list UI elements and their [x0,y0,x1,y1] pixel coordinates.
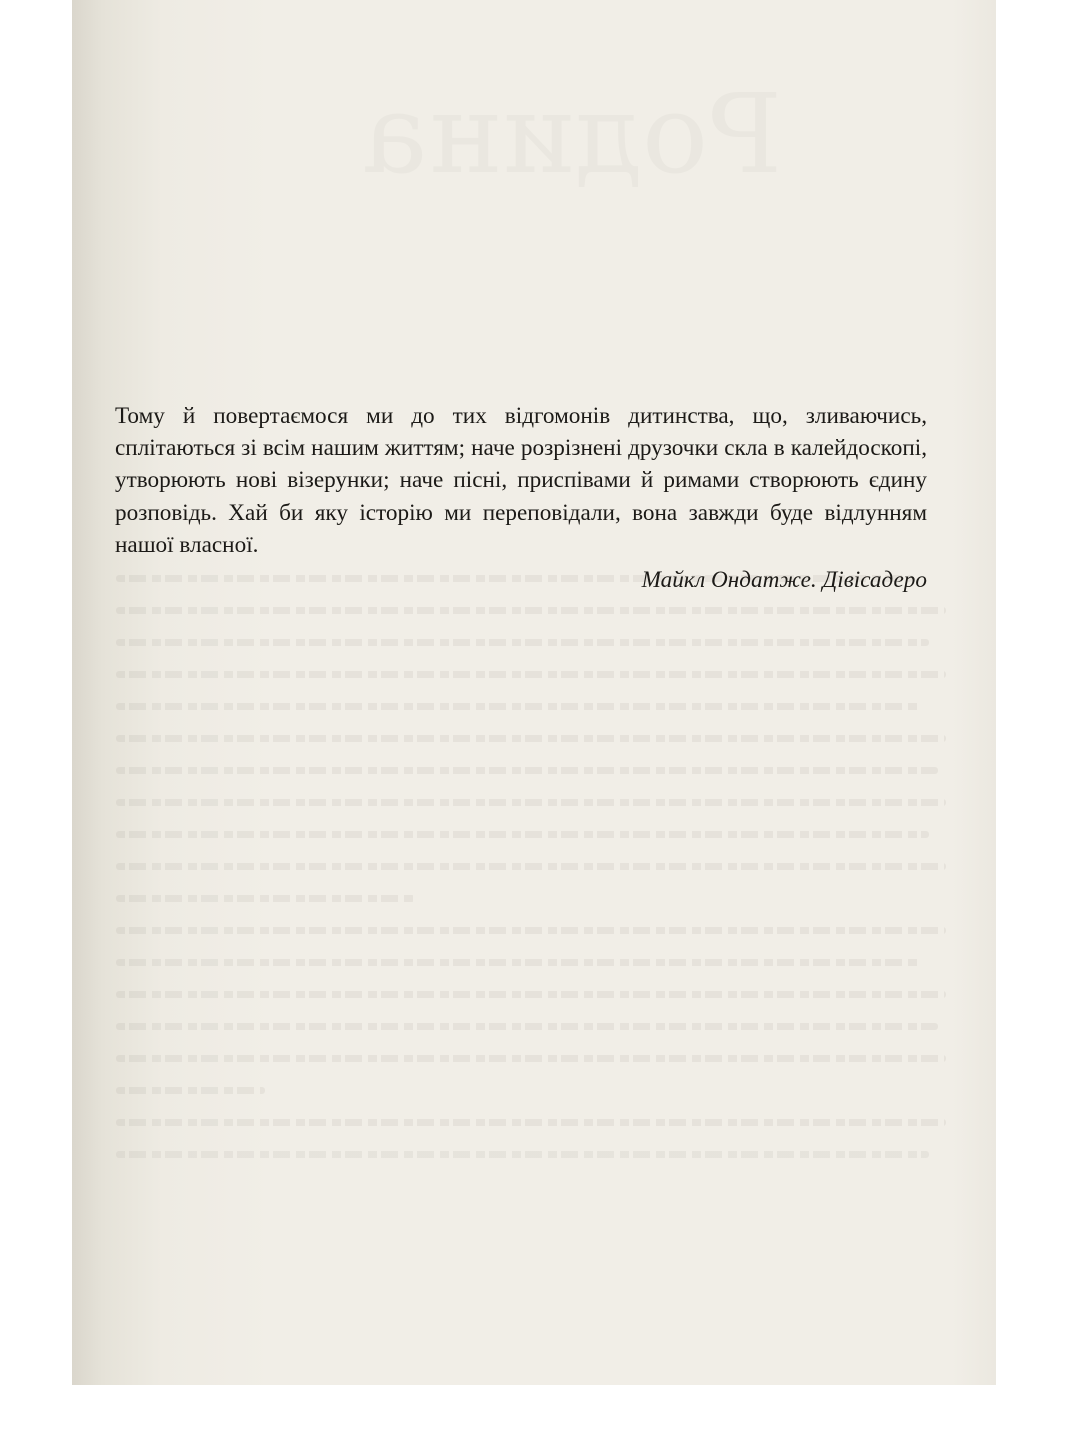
epigraph-text: Тому й повертаємося ми до тих відгомонів дитинства, що, зливаючись, сплітаються зі всім нашим життям; наче розрізнені друзочки скла в калейдоскопі, утворюють нові візерунки; наче пісні, приспівами й римами створюють єдину розповідь. Хай би яку історію ми переповідали, вона завжди буде відлунням нашої власної. [115,403,927,558]
book-page [72,0,996,1385]
epigraph-attribution: Майкл Ондатже. Дівісадеро [641,567,927,594]
show-through-heading: Родина [362,70,783,198]
epigraph [115,400,927,596]
show-through-text [116,575,946,1183]
